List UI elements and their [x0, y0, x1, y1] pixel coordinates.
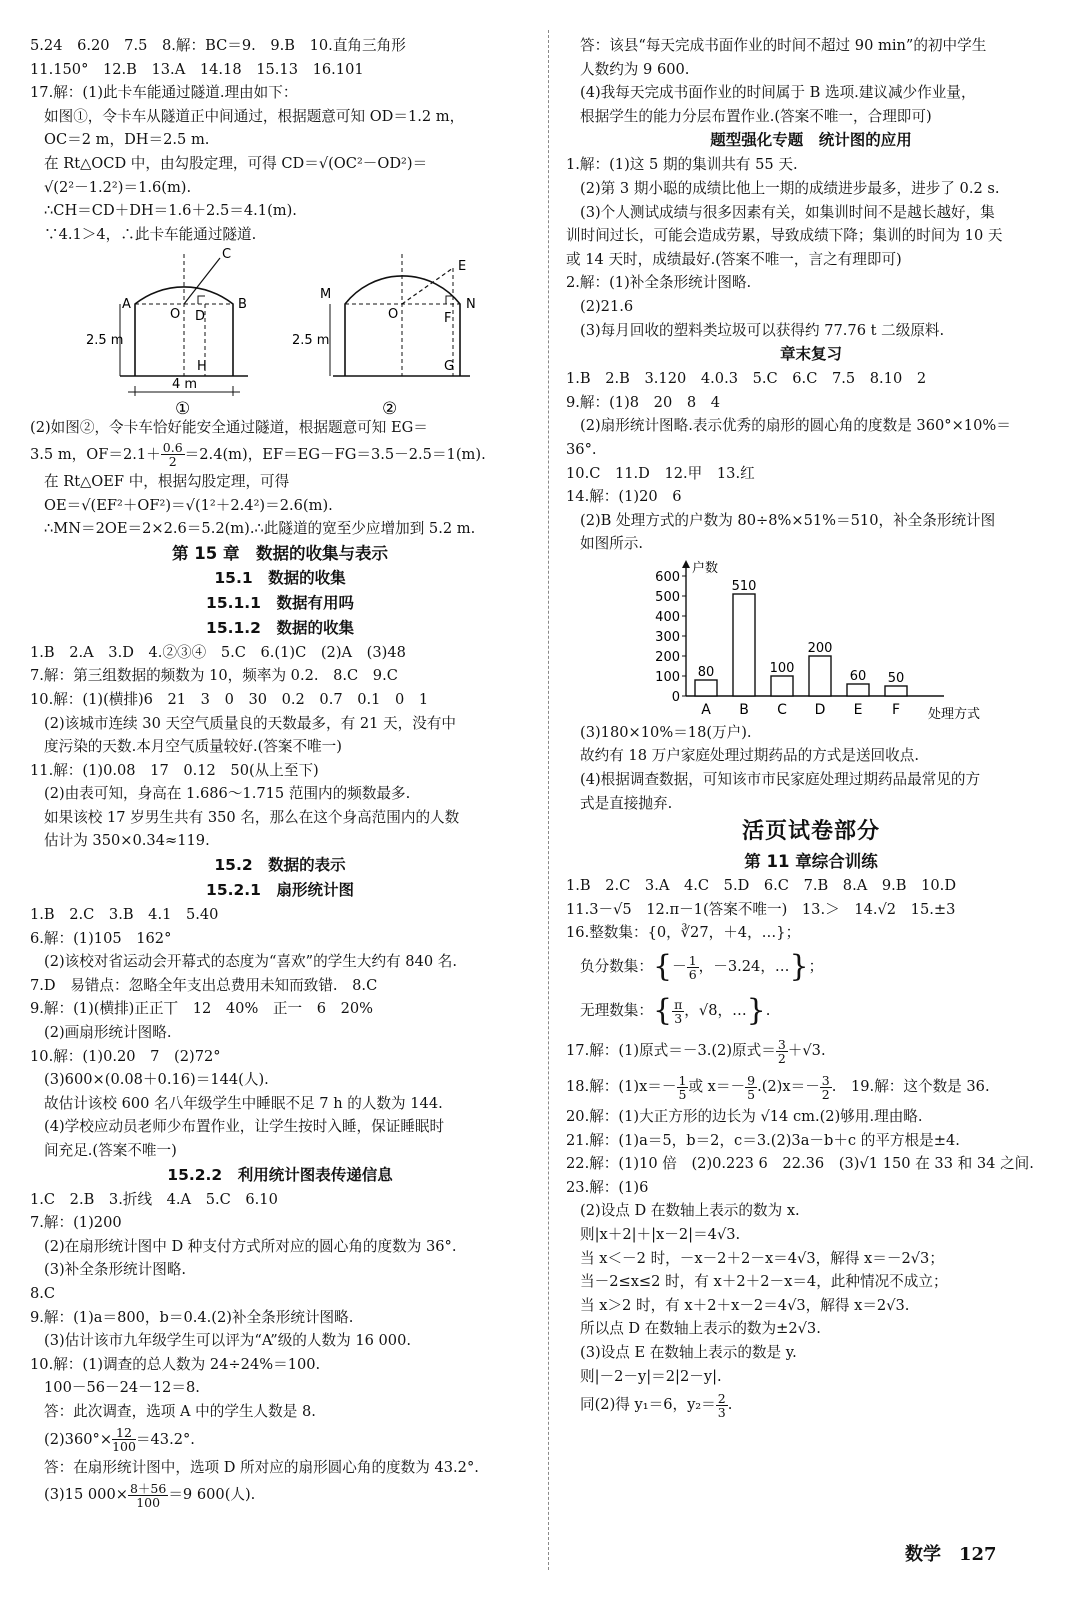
chapter-heading: 第 15 章 数据的收集与表示	[172, 543, 388, 563]
fig1-dim-height: 2.5 m	[86, 333, 124, 349]
denominator: 2	[777, 1050, 786, 1066]
fig1-caption: ①	[175, 399, 191, 417]
answer-line	[566, 945, 1056, 989]
denominator: 100	[112, 1439, 136, 1455]
text-span: ，－3.24，…	[698, 958, 790, 976]
answer-line: (2)设点 D 在数轴上表示的数为 x.	[580, 1202, 800, 1220]
answer-line: 7.解：第三组数据的频数为 10，频率为 0.2. 8.C 9.C	[30, 667, 398, 685]
answer-line: 6.解：(1)105 162°	[30, 929, 172, 947]
y-axis-arrow	[682, 560, 690, 568]
text-span: ＝43.2°.	[135, 1430, 195, 1448]
answer-line: (2)21.6	[580, 297, 634, 315]
numerator: 1	[688, 952, 697, 968]
answer-line: (2)扇形统计图略.表示优秀的扇形的圆心角的度数是 360°×10%＝	[580, 417, 1011, 435]
text-span: .(2)x＝－	[757, 1078, 820, 1096]
answer-line: 答：此次调查，选项 A 中的学生人数是 8.	[44, 1402, 316, 1420]
answer-line: (2)在扇形统计图中 D 种支付方式所对应的圆心角的度数为 36°.	[44, 1237, 457, 1255]
fig1-label-O: O	[170, 307, 181, 323]
answer-line: ∴MN＝2OE＝2×2.6＝5.2(m).∴此隧道的宽至少应增加到 5.2 m.	[44, 520, 476, 538]
left-brace: {	[652, 993, 673, 1029]
text-span: ＋√3.	[787, 1042, 826, 1060]
numerator: 3	[821, 1072, 830, 1088]
column-divider	[548, 30, 549, 1570]
numerator: 8＋56	[129, 1480, 167, 1496]
answer-line: 答：在扇形统计图中，选项 D 所对应的扇形圆心角的度数为 43.2°.	[44, 1458, 479, 1476]
text-span: ＝2.4(m)，EF＝EG－FG＝3.5－2.5＝1(m).	[184, 445, 486, 463]
answer-line: (3)补全条形统计图略.	[44, 1261, 187, 1279]
y-tick-label: 600	[655, 569, 680, 585]
answer-line: 14.解：(1)20 6	[566, 488, 682, 506]
text-span: 负分数集：	[580, 958, 653, 976]
answer-line: 5.24 6.20 7.5 8.解：BC＝9. 9.B 10.直角三角形	[30, 37, 406, 54]
right-column	[566, 34, 1056, 1422]
answer-line: 答：该县“每天完成书面作业的时间不超过 90 min”的初中学生	[580, 37, 987, 54]
answer-line: 9.解：(1)(横排)正正丅 12 40% 正一 6 20%	[30, 1000, 374, 1018]
answer-line: 间充足.(答案不唯一)	[44, 1142, 177, 1159]
answer-line: (3)180×10%＝18(万户).	[580, 723, 752, 741]
bar-E	[847, 684, 869, 696]
answer-line: 2.解：(1)补全条形统计图略.	[566, 274, 752, 292]
fig2-label-G: G	[444, 359, 455, 375]
denominator: 5	[678, 1086, 687, 1102]
numerator: 9	[747, 1072, 756, 1088]
tunnel-diagram	[30, 246, 530, 416]
bar-value-label: 200	[807, 640, 833, 656]
answer-line: 估计为 350×0.34≈119.	[44, 832, 210, 850]
answer-line	[30, 440, 530, 470]
answer-line: 10.解：(1)0.20 7 (2)72°	[30, 1047, 221, 1065]
fig2-caption: ②	[382, 399, 398, 417]
answer-line: 9.解：(1)a＝800，b＝0.4.(2)补全条形统计图略.	[30, 1308, 354, 1326]
fraction	[820, 1074, 832, 1101]
answer-line: (4)我每天完成书面作业的时间属于 B 选项.建议减少作业量，	[580, 84, 976, 102]
answer-line: 故估计该校 600 名八年级学生中睡眠不足 7 h 的人数为 144.	[44, 1094, 443, 1112]
answer-line: 10.C 11.D 12.甲 13.红	[566, 464, 755, 482]
answer-line: (3)设点 E 在数轴上表示的数是 y.	[580, 1343, 797, 1361]
answer-line: (3)每月回收的塑料类垃圾可以获得约 77.76 t 二级原料.	[580, 321, 945, 339]
answer-line: 或 14 天时，成绩最好.(答案不唯一，言之有理即可)	[566, 250, 902, 268]
fig2-dim-height: 2.5 m	[292, 333, 330, 349]
fig2-label-E: E	[458, 259, 467, 275]
answer-line: 当 x＜－2 时，－x－2＋2－x＝4√3，解得 x＝－2√3；	[580, 1249, 944, 1267]
answer-line: 22.解：(1)10 倍 (2)0.223 6 22.36 (3)√1 150 在 33 和 34 之间.	[566, 1155, 1034, 1173]
text-span: . 19.解：这个数是 36.	[831, 1078, 990, 1096]
section-heading: 15.2 数据的表示	[214, 856, 346, 875]
y-tick-label: 300	[655, 629, 680, 645]
answer-line: (2)第 3 期小聪的成绩比他上一期的成绩进步最多，进步了 0.2 s.	[580, 179, 1000, 197]
x-tick-label: D	[814, 701, 826, 718]
fig1-label-H: H	[197, 359, 207, 375]
fig1-label-A: A	[122, 297, 131, 313]
left-column	[30, 34, 530, 1511]
text-span: 或 x＝－	[688, 1078, 746, 1096]
subsection-heading: 15.2.2 利用统计图表传递信息	[167, 1165, 393, 1184]
answer-line: 故约有 18 万户家庭处理过期药品的方式是送回收点.	[580, 747, 919, 765]
denominator: 6	[688, 966, 697, 982]
answer-line: 10.解：(1)(横排)6 21 3 0 30 0.2 0.7 0.1 0 1	[30, 690, 429, 708]
chapter-heading: 第 11 章综合训练	[744, 852, 878, 872]
text-span: －	[672, 958, 687, 976]
answer-line: (2)该校对省运动会开幕式的态度为“喜欢”的学生大约有 840 名.	[44, 953, 458, 971]
answer-line: 则|x＋2|＋|x－2|＝4√3.	[580, 1226, 741, 1243]
answer-line	[30, 1424, 530, 1456]
answer-line: (4)学校应动员老师少布置作业，让学生按时入睡，保证睡眠时	[44, 1118, 445, 1136]
fraction	[745, 1074, 757, 1101]
fraction	[716, 1392, 728, 1419]
answer-line: 如图①，令卡车从隧道正中间通过，根据题意可知 OD＝1.2 m，	[44, 107, 465, 125]
fraction	[112, 1426, 136, 1453]
y-tick-label: 200	[655, 649, 680, 665]
answer-line: 11.3－√5 12.π－1(答案不唯一) 13.＞ 14.√2 15.±3	[566, 900, 956, 918]
bar-C	[771, 676, 793, 696]
bar-value-label: 60	[849, 668, 867, 684]
answer-line: 10.解：(1)调查的总人数为 24÷24%＝100.	[30, 1355, 321, 1373]
section-heading: 题型强化专题 统计图的应用	[710, 131, 912, 150]
answer-line: 20.解：(1)大正方形的边长为 √14 cm.(2)够用.理由略.	[566, 1108, 923, 1126]
text-span: 18.解：(1)x＝－	[566, 1078, 677, 1096]
y-tick-label: 400	[655, 609, 680, 625]
section-heading: 15.1 数据的收集	[214, 568, 346, 587]
x-tick-label: B	[739, 701, 749, 718]
numerator: 2	[717, 1390, 726, 1406]
subsection-heading: 15.1.1 数据有用吗	[206, 593, 354, 612]
answer-line: OC＝2 m，DH＝2.5 m.	[44, 131, 210, 149]
answer-line: 1.B 2.C 3.B 4.1 5.40	[30, 906, 219, 924]
answer-line: 16.整数集：{0，∛27，＋4，…}；	[566, 924, 801, 942]
answer-line: 度污染的天数.本月空气质量较好.(答案不唯一)	[44, 738, 342, 756]
answer-line: 11.解：(1)0.08 17 0.12 50(从上至下)	[30, 761, 319, 779]
answer-line: 9.解：(1)8 20 8 4	[566, 393, 720, 411]
denominator: 2	[168, 454, 177, 470]
numerator: 12	[112, 1426, 136, 1440]
x-tick-label: F	[891, 701, 901, 718]
x-tick-label: A	[701, 701, 711, 718]
right-brace: }	[789, 949, 809, 985]
x-tick-label: C	[777, 701, 787, 718]
answer-line	[566, 1033, 1056, 1069]
y-axis-label: 户数	[692, 560, 719, 576]
text-span: .	[765, 1002, 771, 1020]
bar-value-label: 100	[769, 660, 795, 676]
numerator: 1	[678, 1072, 687, 1088]
fig2-label-F: F	[444, 311, 452, 327]
answer-line: 则|－2－y|＝2|2－y|.	[580, 1367, 722, 1385]
answer-line	[566, 989, 1056, 1033]
fraction	[128, 1482, 168, 1509]
answer-line: ∵4.1＞4，∴此卡车能通过隧道.	[44, 225, 257, 243]
answer-line: 在 Rt△OCD 中，由勾股定理，可得 CD＝√(OC²－OD²)＝	[44, 154, 428, 172]
bar-B	[733, 594, 755, 696]
text-span: ，√8，…	[684, 1002, 747, 1020]
answer-line: 7.D 易错点：忽略全年支出总费用未知而致错. 8.C	[30, 976, 378, 994]
fig1-label-B: B	[238, 297, 247, 313]
text-span: ；	[808, 958, 824, 976]
answer-line	[566, 1069, 1056, 1105]
denominator: 3	[717, 1404, 726, 1420]
bar-A	[695, 680, 717, 696]
answer-line: (2)如图②，令卡车恰好能安全通过隧道，根据题意可知 EG＝	[30, 419, 428, 437]
answer-line: 所以点 D 在数轴上表示的数为±2√3.	[580, 1320, 821, 1338]
answer-line: (3)估计该市九年级学生可以评为“A”级的人数为 16 000.	[44, 1332, 412, 1350]
answer-line: 36°.	[566, 440, 597, 458]
answer-line: √(2²－1.2²)＝1.6(m).	[44, 178, 192, 196]
fraction	[776, 1038, 788, 1065]
right-brace: }	[746, 993, 766, 1029]
numerator: π	[674, 996, 683, 1012]
bar-value-label: 510	[731, 578, 757, 594]
page-footer: 数学 127	[905, 1544, 997, 1565]
answer-line: 1.B 2.A 3.D 4.②③④ 5.C 6.(1)C (2)A (3)48	[30, 643, 406, 661]
answer-line: 21.解：(1)a＝5，b＝2，c＝3.(2)3a－b＋c 的平方根是±4.	[566, 1131, 960, 1149]
bar-F	[885, 686, 907, 696]
answer-line: 1.解：(1)这 5 期的集训共有 55 天.	[566, 156, 798, 174]
subsection-heading: 15.1.2 数据的收集	[206, 618, 354, 637]
fraction	[672, 998, 684, 1025]
text-span: 3.5 m，OF＝2.1＋	[30, 445, 161, 463]
fraction	[687, 954, 699, 981]
answer-line: 7.解：(1)200	[30, 1214, 122, 1232]
answer-line: 当－2≤x≤2 时，有 x＋2＋2－x＝4，此种情况不成立；	[580, 1273, 948, 1291]
answer-line: (3)个人测试成绩与很多因素有关，如集训时间不是越长越好，集	[580, 203, 995, 221]
answer-line	[30, 1479, 530, 1511]
answer-line: (2)画扇形统计图略.	[44, 1024, 172, 1042]
bar-D	[809, 656, 831, 696]
answer-line: 1.C 2.B 3.折线 4.A 5.C 6.10	[30, 1190, 278, 1208]
subsection-heading: 15.2.1 扇形统计图	[206, 881, 354, 900]
fig1-dim-width: 4 m	[172, 377, 198, 393]
answer-line: 人数约为 9 600.	[580, 60, 690, 78]
part-heading: 活页试卷部分	[741, 819, 880, 845]
text-span: .	[727, 1396, 733, 1414]
denominator: 3	[674, 1010, 683, 1026]
fig2-label-O: O	[388, 307, 399, 323]
fig1-label-C: C	[222, 247, 232, 263]
answer-line: (2)由表可知，身高在 1.686～1.715 范围内的频数最多.	[44, 785, 411, 803]
x-axis-label: 处理方式	[928, 706, 981, 721]
answer-line: (2)B 处理方式的户数为 80÷8%×51%＝510，补全条形统计图	[580, 511, 996, 529]
text-span: 无理数集：	[580, 1002, 653, 1020]
answer-line: 当 x＞2 时，有 x＋2＋x－2＝4√3，解得 x＝2√3.	[580, 1296, 910, 1314]
answer-line: 如果该校 17 岁男生共有 350 名，那么在这个身高范围内的人数	[44, 808, 460, 826]
answer-line: 如图所示.	[580, 535, 644, 553]
y-tick-label: 100	[655, 669, 680, 685]
denominator: 5	[747, 1086, 756, 1102]
answer-line: (2)该城市连续 30 天空气质量良的天数最多，有 21 天，没有中	[44, 714, 457, 732]
answer-line: 11.150° 12.B 13.A 14.18 15.13 16.101	[30, 60, 364, 78]
y-tick-label: 0	[671, 689, 680, 705]
left-brace: {	[652, 949, 673, 985]
answer-line: 在 Rt△OEF 中，根据勾股定理，可得	[44, 472, 290, 490]
answer-line: OE＝√(EF²＋OF²)＝√(1²＋2.4²)＝2.6(m).	[44, 496, 333, 514]
text-span: (2)360°×	[44, 1430, 113, 1448]
bar-chart-container	[566, 556, 1056, 721]
denominator: 100	[136, 1494, 161, 1510]
answer-line: 8.C	[30, 1284, 56, 1302]
text-span: 17.解：(1)原式＝－3.(2)原式＝	[566, 1042, 776, 1060]
answer-line: 1.B 2.C 3.A 4.C 5.D 6.C 7.B 8.A 9.B 10.D	[566, 877, 957, 895]
bar-value-label: 80	[697, 664, 715, 680]
x-tick-label: E	[853, 701, 863, 718]
text-span: 同(2)得 y₁＝6，y₂＝	[580, 1396, 716, 1414]
fig2-label-M: M	[320, 287, 332, 303]
answer-line: (3)600×(0.08＋0.16)＝144(人).	[44, 1071, 269, 1089]
answer-line: ∴CH＝CD＋DH＝1.6＋2.5＝4.1(m).	[44, 202, 297, 220]
answer-line: 训时间过长，可能会造成劳累，导致成绩下降；集训的时间为 10 天	[566, 227, 1003, 245]
answer-line: 100－56－24－12＝8.	[44, 1379, 200, 1397]
answer-line: 式是直接抛弃.	[580, 794, 673, 812]
answer-line: 1.B 2.B 3.120 4.0.3 5.C 6.C 7.5 8.10 2	[566, 370, 927, 388]
fraction	[161, 441, 185, 468]
numerator: 0.6	[162, 440, 183, 456]
answer-line: 根据学生的能力分层布置作业.(答案不唯一，合理即可)	[580, 107, 932, 125]
bar-chart	[566, 556, 1056, 721]
text-span: ＝9 600(人).	[168, 1486, 256, 1504]
section-heading: 章末复习	[779, 345, 842, 364]
denominator: 2	[821, 1086, 830, 1102]
answer-line	[566, 1388, 1056, 1422]
answer-line: 23.解：(1)6	[566, 1178, 649, 1196]
fig1-label-D: D	[195, 309, 206, 325]
fraction	[677, 1074, 689, 1101]
numerator: 3	[777, 1036, 786, 1052]
answer-line: 17.解：(1)此卡车能通过隧道.理由如下：	[30, 84, 298, 102]
answer-line: (4)根据调查数据，可知该市市民家庭处理过期药品最常见的方	[580, 771, 981, 789]
y-tick-label: 500	[655, 589, 680, 605]
bar-value-label: 50	[887, 670, 905, 686]
fig2-label-N: N	[466, 297, 476, 313]
text-span: (3)15 000×	[44, 1486, 128, 1504]
tunnel-figures	[30, 246, 530, 416]
